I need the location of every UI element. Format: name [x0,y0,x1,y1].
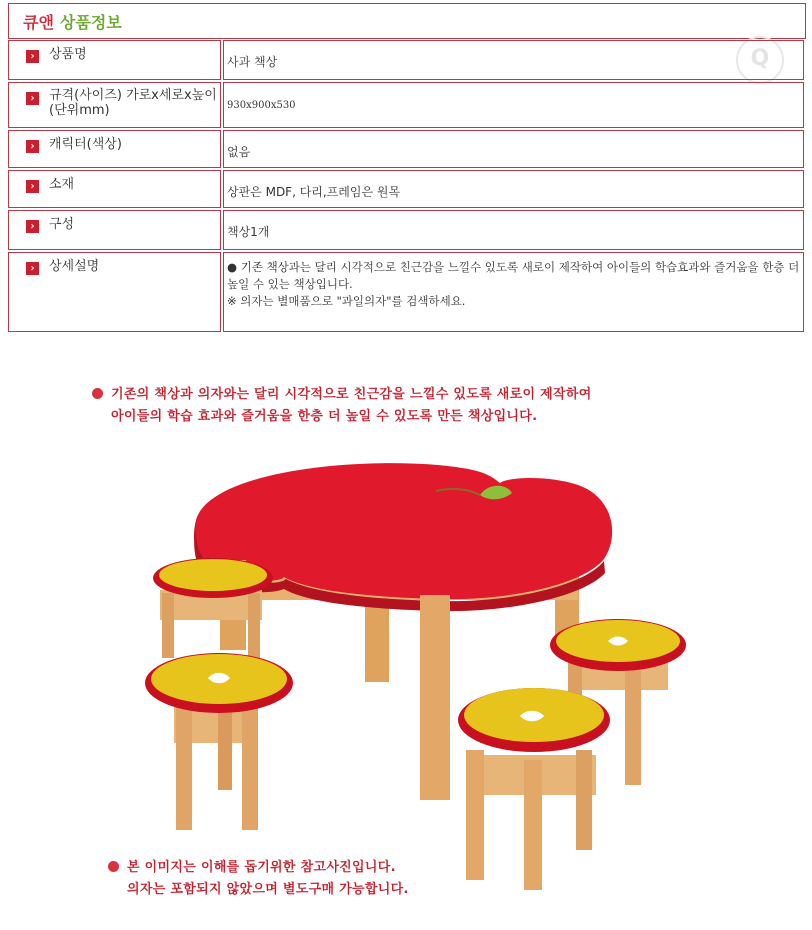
notice-bottom-line1: 본 이미지는 이해를 돕기위한 참고사진입니다. [127,860,396,875]
product-photo [8,365,804,925]
spec-row-name [8,40,804,80]
spec-value: 없음 [227,145,251,159]
spec-value-cell [223,252,804,332]
spec-value: 상판은 MDF, 다리,프레임은 원목 [227,185,401,199]
spec-value-cell [223,40,804,80]
chevron-right-icon: › [26,262,39,275]
spec-label: 구성 [49,217,75,232]
spec-value: 책상1개 [227,225,270,239]
spec-value: 930x900x530 [227,100,296,111]
spec-label-cell [8,252,221,332]
spec-value-cell [223,210,804,250]
spec-label-cell [8,40,221,80]
apple-stool [458,688,610,890]
spec-row-character [8,130,804,168]
brand-name: 큐앤 [23,13,54,32]
spec-label: 규격(사이즈) 가로x세로x높이(단위mm) [49,88,217,118]
notice-top-line2: 아이들의 학습 효과와 즐거움을 한층 더 높일 수 있도록 만든 책상입니다. [111,409,538,424]
section-title: 상품정보 [59,13,122,32]
watermark-logo: Q [736,36,784,84]
spec-row-size [8,82,804,128]
description-text: ● 기존 책상과는 달리 시각적으로 친근감을 느낄수 있도록 새로이 제작하여 아이들의 학습효과와 즐거움을 한층 더 높일 수 있는 책상입니다. [227,260,800,291]
apple-stool [145,653,293,830]
chevron-right-icon: › [26,180,39,193]
bullet-dot-icon [108,861,119,872]
spec-label-cell [8,170,221,208]
notice-top-line1: 기존의 책상과 의자와는 달리 시각적으로 친근감을 느낄수 있도록 새로이 제작하여 [111,387,592,402]
spec-row-description [8,252,804,332]
spec-row-material [8,170,804,208]
spec-label: 상세설명 [49,259,100,274]
spec-value-cell [223,82,804,128]
brand-title [23,10,122,33]
spec-label: 상품명 [49,47,87,62]
spec-label: 캐릭터(색상) [49,137,122,152]
spec-label-cell [8,210,221,250]
table-leg [420,595,450,800]
spec-label: 소재 [49,177,75,192]
notice-bottom [108,857,409,901]
description-note: ※ 의자는 별매품으로 "과일의자"를 검색하세요. [227,294,466,308]
spec-label-cell [8,82,221,128]
chevron-right-icon: › [26,140,39,153]
product-info-header [8,3,806,39]
spec-value-cell [223,170,804,208]
chevron-right-icon: › [26,50,39,63]
spec-value: 사과 책상 [227,55,278,69]
spec-label-cell [8,130,221,168]
spec-value [227,259,801,310]
chevron-right-icon: › [26,92,39,105]
spec-row-composition [8,210,804,250]
chevron-right-icon: › [26,220,39,233]
apple-stool [153,558,273,658]
spec-value-cell [223,130,804,168]
notice-bottom-line2: 의자는 포함되지 않았으며 별도구매 가능합니다. [127,882,409,897]
